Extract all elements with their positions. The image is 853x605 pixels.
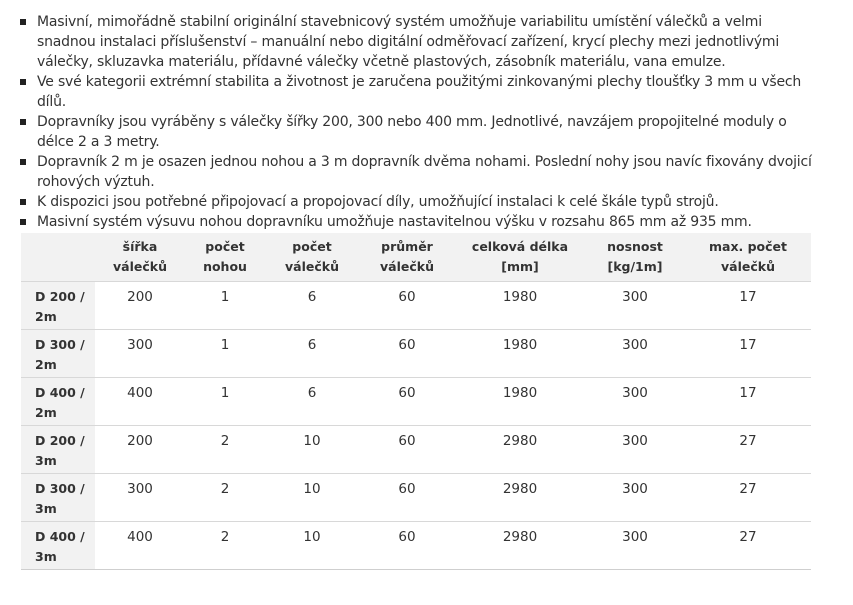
bullet-square-icon bbox=[20, 79, 26, 85]
cell-load-capacity: 300 bbox=[585, 330, 685, 378]
bullet-square-icon bbox=[20, 159, 26, 165]
cell-roller-diameter: 60 bbox=[359, 522, 455, 570]
table-row bbox=[21, 522, 811, 570]
cell-load-capacity: 300 bbox=[585, 282, 685, 330]
table-row bbox=[21, 474, 811, 522]
bullet-square-icon bbox=[20, 19, 26, 25]
cell-leg-count: 1 bbox=[185, 282, 265, 330]
cell-total-length: 1980 bbox=[455, 330, 585, 378]
cell-max-rollers: 27 bbox=[685, 426, 811, 474]
table-header-row bbox=[21, 233, 811, 282]
cell-max-rollers: 27 bbox=[685, 522, 811, 570]
header-corner bbox=[21, 233, 95, 282]
feature-item bbox=[20, 72, 820, 112]
cell-roller-width: 200 bbox=[95, 282, 185, 330]
feature-item bbox=[20, 112, 820, 152]
cell-roller-width: 400 bbox=[95, 522, 185, 570]
cell-roller-count: 10 bbox=[265, 426, 359, 474]
table-row bbox=[21, 282, 811, 330]
cell-load-capacity: 300 bbox=[585, 474, 685, 522]
feature-text: Dopravník 2 m je osazen jednou nohou a 3 m dopravník dvěma nohami. Poslední nohy jsou navíc fixovány dvojicí rohových výztuh. bbox=[37, 154, 812, 190]
cell-max-rollers: 27 bbox=[685, 474, 811, 522]
cell-roller-diameter: 60 bbox=[359, 378, 455, 426]
feature-item bbox=[20, 212, 820, 232]
header-leg-count: počet nohou bbox=[185, 233, 265, 282]
row-model: D 400 / 3m bbox=[21, 522, 95, 570]
feature-text: Masivní, mimořádně stabilní originální stavebnicový systém umožňuje variabilitu umístění válečků a velmi snadnou instalaci příslušenství – manuální nebo digitální odměřovací zařízení, krycí plechy mezi jednotlivými válečky, skluzavka materiálu, přídavné válečky včetně plastových, zásobník materiálu, vana emulze. bbox=[37, 14, 780, 70]
cell-roller-count: 6 bbox=[265, 282, 359, 330]
bullet-square-icon bbox=[20, 219, 26, 225]
header-max-rollers: max. počet válečků bbox=[685, 233, 811, 282]
table-row bbox=[21, 378, 811, 426]
bullet-square-icon bbox=[20, 199, 26, 205]
header-total-length: celková délka [mm] bbox=[455, 233, 585, 282]
cell-roller-width: 300 bbox=[95, 330, 185, 378]
cell-roller-count: 6 bbox=[265, 378, 359, 426]
header-roller-count: počet válečků bbox=[265, 233, 359, 282]
feature-text: K dispozici jsou potřebné připojovací a propojovací díly, umožňující instalaci k celé škále typů strojů. bbox=[37, 194, 719, 210]
cell-roller-count: 10 bbox=[265, 474, 359, 522]
cell-total-length: 1980 bbox=[455, 378, 585, 426]
cell-roller-diameter: 60 bbox=[359, 474, 455, 522]
cell-total-length: 2980 bbox=[455, 474, 585, 522]
cell-roller-diameter: 60 bbox=[359, 282, 455, 330]
cell-roller-count: 6 bbox=[265, 330, 359, 378]
cell-load-capacity: 300 bbox=[585, 522, 685, 570]
cell-roller-width: 300 bbox=[95, 474, 185, 522]
row-model: D 400 / 2m bbox=[21, 378, 95, 426]
table-row bbox=[21, 330, 811, 378]
cell-roller-width: 400 bbox=[95, 378, 185, 426]
feature-item bbox=[20, 152, 820, 192]
cell-max-rollers: 17 bbox=[685, 330, 811, 378]
row-model: D 300 / 2m bbox=[21, 330, 95, 378]
header-roller-diameter: průměr válečků bbox=[359, 233, 455, 282]
feature-text: Ve své kategorii extrémní stabilita a životnost je zaručena použitými zinkovanými plechy tloušťky 3 mm u všech dílů. bbox=[37, 74, 802, 110]
feature-item bbox=[20, 192, 820, 212]
row-model: D 200 / 3m bbox=[21, 426, 95, 474]
cell-roller-diameter: 60 bbox=[359, 330, 455, 378]
cell-leg-count: 1 bbox=[185, 330, 265, 378]
cell-load-capacity: 300 bbox=[585, 426, 685, 474]
cell-load-capacity: 300 bbox=[585, 378, 685, 426]
cell-max-rollers: 17 bbox=[685, 282, 811, 330]
cell-roller-diameter: 60 bbox=[359, 426, 455, 474]
cell-total-length: 2980 bbox=[455, 426, 585, 474]
cell-total-length: 1980 bbox=[455, 282, 585, 330]
cell-roller-count: 10 bbox=[265, 522, 359, 570]
spec-table bbox=[21, 233, 811, 570]
cell-leg-count: 2 bbox=[185, 474, 265, 522]
cell-max-rollers: 17 bbox=[685, 378, 811, 426]
header-load-capacity: nosnost [kg/1m] bbox=[585, 233, 685, 282]
header-roller-width: šířka válečků bbox=[95, 233, 185, 282]
cell-leg-count: 2 bbox=[185, 426, 265, 474]
feature-text: Dopravníky jsou vyráběny s válečky šířky 200, 300 nebo 400 mm. Jednotlivé, navzájem propojitelné moduly o délce 2 a 3 metry. bbox=[37, 114, 787, 150]
cell-total-length: 2980 bbox=[455, 522, 585, 570]
table-row bbox=[21, 426, 811, 474]
feature-text: Masivní systém výsuvu nohou dopravníku umožňuje nastavitelnou výšku v rozsahu 865 mm až 935 mm. bbox=[37, 214, 752, 230]
bullet-square-icon bbox=[20, 119, 26, 125]
feature-item bbox=[20, 12, 820, 72]
row-model: D 300 / 3m bbox=[21, 474, 95, 522]
row-model: D 200 / 2m bbox=[21, 282, 95, 330]
cell-leg-count: 2 bbox=[185, 522, 265, 570]
feature-list bbox=[20, 12, 820, 232]
cell-leg-count: 1 bbox=[185, 378, 265, 426]
cell-roller-width: 200 bbox=[95, 426, 185, 474]
